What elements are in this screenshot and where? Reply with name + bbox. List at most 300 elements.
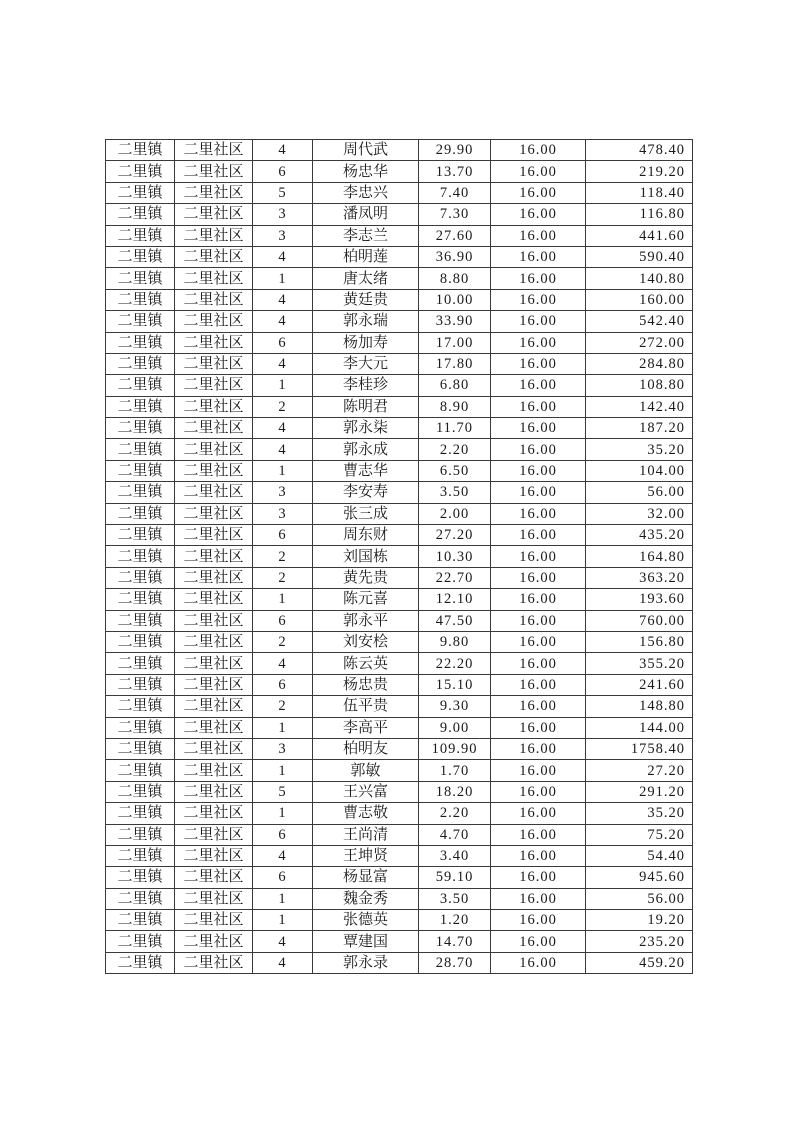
cell-rate: 16.00 xyxy=(491,888,586,909)
table-row xyxy=(106,631,693,652)
cell-community: 二里社区 xyxy=(175,631,253,652)
cell-rate: 16.00 xyxy=(491,289,586,310)
cell-count: 4 xyxy=(253,439,313,460)
table-row xyxy=(106,610,693,631)
cell-rate: 16.00 xyxy=(491,332,586,353)
table-row xyxy=(106,845,693,866)
table-row xyxy=(106,781,693,802)
cell-total: 1758.40 xyxy=(586,738,693,759)
cell-town: 二里镇 xyxy=(106,631,175,652)
cell-name: 杨加寿 xyxy=(313,332,419,353)
cell-total: 291.20 xyxy=(586,781,693,802)
cell-community: 二里社区 xyxy=(175,717,253,738)
cell-total: 193.60 xyxy=(586,589,693,610)
cell-total: 104.00 xyxy=(586,460,693,481)
cell-count: 3 xyxy=(253,503,313,524)
cell-name: 李桂珍 xyxy=(313,375,419,396)
cell-count: 4 xyxy=(253,353,313,374)
cell-town: 二里镇 xyxy=(106,546,175,567)
cell-count: 1 xyxy=(253,717,313,738)
cell-value: 17.00 xyxy=(419,332,491,353)
cell-count: 4 xyxy=(253,289,313,310)
cell-name: 伍平贵 xyxy=(313,696,419,717)
cell-community: 二里社区 xyxy=(175,738,253,759)
cell-town: 二里镇 xyxy=(106,674,175,695)
cell-name: 张三成 xyxy=(313,503,419,524)
cell-rate: 16.00 xyxy=(491,503,586,524)
cell-town: 二里镇 xyxy=(106,396,175,417)
cell-value: 6.80 xyxy=(419,375,491,396)
cell-town: 二里镇 xyxy=(106,952,175,973)
cell-value: 7.30 xyxy=(419,204,491,225)
cell-town: 二里镇 xyxy=(106,760,175,781)
cell-name: 陈明君 xyxy=(313,396,419,417)
cell-community: 二里社区 xyxy=(175,931,253,952)
cell-count: 4 xyxy=(253,653,313,674)
cell-value: 15.10 xyxy=(419,674,491,695)
cell-rate: 16.00 xyxy=(491,140,586,161)
cell-count: 1 xyxy=(253,910,313,931)
cell-value: 27.20 xyxy=(419,525,491,546)
cell-total: 187.20 xyxy=(586,418,693,439)
cell-town: 二里镇 xyxy=(106,845,175,866)
cell-value: 1.20 xyxy=(419,910,491,931)
cell-rate: 16.00 xyxy=(491,546,586,567)
table-row xyxy=(106,717,693,738)
table-row xyxy=(106,824,693,845)
cell-rate: 16.00 xyxy=(491,717,586,738)
cell-community: 二里社区 xyxy=(175,589,253,610)
cell-rate: 16.00 xyxy=(491,396,586,417)
cell-name: 李大元 xyxy=(313,353,419,374)
cell-name: 刘国栋 xyxy=(313,546,419,567)
cell-community: 二里社区 xyxy=(175,396,253,417)
cell-town: 二里镇 xyxy=(106,503,175,524)
cell-total: 54.40 xyxy=(586,845,693,866)
cell-value: 11.70 xyxy=(419,418,491,439)
cell-community: 二里社区 xyxy=(175,696,253,717)
cell-value: 28.70 xyxy=(419,952,491,973)
cell-town: 二里镇 xyxy=(106,717,175,738)
cell-rate: 16.00 xyxy=(491,225,586,246)
cell-total: 241.60 xyxy=(586,674,693,695)
cell-total: 56.00 xyxy=(586,888,693,909)
table-row xyxy=(106,888,693,909)
cell-name: 郭敏 xyxy=(313,760,419,781)
cell-value: 109.90 xyxy=(419,738,491,759)
cell-rate: 16.00 xyxy=(491,696,586,717)
table-body xyxy=(106,140,693,974)
cell-town: 二里镇 xyxy=(106,161,175,182)
cell-community: 二里社区 xyxy=(175,375,253,396)
cell-total: 459.20 xyxy=(586,952,693,973)
cell-community: 二里社区 xyxy=(175,268,253,289)
cell-name: 郭永平 xyxy=(313,610,419,631)
cell-town: 二里镇 xyxy=(106,910,175,931)
cell-rate: 16.00 xyxy=(491,375,586,396)
cell-rate: 16.00 xyxy=(491,482,586,503)
cell-count: 2 xyxy=(253,546,313,567)
cell-count: 1 xyxy=(253,460,313,481)
cell-name: 王尚清 xyxy=(313,824,419,845)
cell-community: 二里社区 xyxy=(175,140,253,161)
cell-rate: 16.00 xyxy=(491,610,586,631)
cell-value: 27.60 xyxy=(419,225,491,246)
cell-name: 魏金秀 xyxy=(313,888,419,909)
cell-community: 二里社区 xyxy=(175,803,253,824)
cell-town: 二里镇 xyxy=(106,268,175,289)
cell-total: 35.20 xyxy=(586,803,693,824)
cell-total: 140.80 xyxy=(586,268,693,289)
cell-community: 二里社区 xyxy=(175,567,253,588)
cell-name: 郭永瑞 xyxy=(313,311,419,332)
cell-total: 945.60 xyxy=(586,867,693,888)
cell-value: 4.70 xyxy=(419,824,491,845)
cell-count: 6 xyxy=(253,824,313,845)
cell-count: 2 xyxy=(253,396,313,417)
table-row xyxy=(106,204,693,225)
cell-value: 2.20 xyxy=(419,439,491,460)
cell-total: 32.00 xyxy=(586,503,693,524)
cell-community: 二里社区 xyxy=(175,482,253,503)
cell-count: 1 xyxy=(253,589,313,610)
cell-name: 周东财 xyxy=(313,525,419,546)
table-row xyxy=(106,460,693,481)
cell-name: 曹志敬 xyxy=(313,803,419,824)
cell-count: 5 xyxy=(253,182,313,203)
cell-value: 22.70 xyxy=(419,567,491,588)
cell-name: 李忠兴 xyxy=(313,182,419,203)
cell-value: 29.90 xyxy=(419,140,491,161)
cell-total: 142.40 xyxy=(586,396,693,417)
cell-name: 陈云英 xyxy=(313,653,419,674)
cell-rate: 16.00 xyxy=(491,760,586,781)
cell-count: 3 xyxy=(253,204,313,225)
cell-town: 二里镇 xyxy=(106,246,175,267)
cell-rate: 16.00 xyxy=(491,567,586,588)
cell-name: 刘安桧 xyxy=(313,631,419,652)
table-row xyxy=(106,225,693,246)
cell-count: 1 xyxy=(253,375,313,396)
cell-name: 覃建国 xyxy=(313,931,419,952)
cell-count: 1 xyxy=(253,888,313,909)
cell-community: 二里社区 xyxy=(175,546,253,567)
cell-rate: 16.00 xyxy=(491,182,586,203)
cell-name: 张德英 xyxy=(313,910,419,931)
cell-count: 3 xyxy=(253,225,313,246)
cell-rate: 16.00 xyxy=(491,460,586,481)
cell-count: 3 xyxy=(253,482,313,503)
cell-town: 二里镇 xyxy=(106,610,175,631)
cell-community: 二里社区 xyxy=(175,653,253,674)
table-row xyxy=(106,140,693,161)
cell-value: 18.20 xyxy=(419,781,491,802)
table-row xyxy=(106,396,693,417)
cell-rate: 16.00 xyxy=(491,353,586,374)
cell-value: 7.40 xyxy=(419,182,491,203)
subsidy-table xyxy=(105,139,693,974)
table-row xyxy=(106,418,693,439)
cell-name: 郭永成 xyxy=(313,439,419,460)
cell-value: 3.40 xyxy=(419,845,491,866)
cell-community: 二里社区 xyxy=(175,503,253,524)
cell-total: 148.80 xyxy=(586,696,693,717)
cell-value: 8.80 xyxy=(419,268,491,289)
cell-name: 杨显富 xyxy=(313,867,419,888)
cell-community: 二里社区 xyxy=(175,182,253,203)
cell-name: 李高平 xyxy=(313,717,419,738)
cell-rate: 16.00 xyxy=(491,439,586,460)
table-row xyxy=(106,503,693,524)
cell-rate: 16.00 xyxy=(491,418,586,439)
cell-count: 4 xyxy=(253,952,313,973)
table-row xyxy=(106,353,693,374)
cell-rate: 16.00 xyxy=(491,246,586,267)
cell-name: 柏明莲 xyxy=(313,246,419,267)
cell-community: 二里社区 xyxy=(175,525,253,546)
table-row xyxy=(106,567,693,588)
cell-rate: 16.00 xyxy=(491,204,586,225)
cell-total: 355.20 xyxy=(586,653,693,674)
cell-community: 二里社区 xyxy=(175,760,253,781)
cell-rate: 16.00 xyxy=(491,803,586,824)
cell-town: 二里镇 xyxy=(106,525,175,546)
table-row xyxy=(106,311,693,332)
table-row xyxy=(106,867,693,888)
cell-town: 二里镇 xyxy=(106,204,175,225)
cell-town: 二里镇 xyxy=(106,460,175,481)
cell-community: 二里社区 xyxy=(175,332,253,353)
cell-total: 144.00 xyxy=(586,717,693,738)
table-row xyxy=(106,525,693,546)
cell-town: 二里镇 xyxy=(106,867,175,888)
cell-value: 22.20 xyxy=(419,653,491,674)
table-row xyxy=(106,803,693,824)
table-row xyxy=(106,375,693,396)
cell-community: 二里社区 xyxy=(175,674,253,695)
table-row xyxy=(106,910,693,931)
table-row xyxy=(106,653,693,674)
cell-total: 235.20 xyxy=(586,931,693,952)
cell-community: 二里社区 xyxy=(175,161,253,182)
cell-total: 75.20 xyxy=(586,824,693,845)
cell-count: 4 xyxy=(253,931,313,952)
cell-value: 3.50 xyxy=(419,888,491,909)
cell-community: 二里社区 xyxy=(175,824,253,845)
cell-community: 二里社区 xyxy=(175,460,253,481)
cell-town: 二里镇 xyxy=(106,696,175,717)
cell-total: 272.00 xyxy=(586,332,693,353)
table-row xyxy=(106,738,693,759)
table-row xyxy=(106,589,693,610)
cell-town: 二里镇 xyxy=(106,225,175,246)
cell-count: 4 xyxy=(253,246,313,267)
cell-total: 760.00 xyxy=(586,610,693,631)
cell-town: 二里镇 xyxy=(106,781,175,802)
cell-total: 108.80 xyxy=(586,375,693,396)
table-row xyxy=(106,931,693,952)
cell-community: 二里社区 xyxy=(175,418,253,439)
cell-count: 6 xyxy=(253,161,313,182)
cell-name: 黄廷贵 xyxy=(313,289,419,310)
cell-name: 曹志华 xyxy=(313,460,419,481)
cell-town: 二里镇 xyxy=(106,589,175,610)
cell-value: 6.50 xyxy=(419,460,491,481)
table-row xyxy=(106,439,693,460)
cell-rate: 16.00 xyxy=(491,525,586,546)
table-row xyxy=(106,546,693,567)
cell-name: 周代武 xyxy=(313,140,419,161)
cell-count: 1 xyxy=(253,268,313,289)
cell-rate: 16.00 xyxy=(491,674,586,695)
table-row xyxy=(106,482,693,503)
cell-town: 二里镇 xyxy=(106,418,175,439)
cell-total: 164.80 xyxy=(586,546,693,567)
cell-name: 郭永柒 xyxy=(313,418,419,439)
cell-rate: 16.00 xyxy=(491,653,586,674)
cell-town: 二里镇 xyxy=(106,803,175,824)
cell-count: 5 xyxy=(253,781,313,802)
cell-total: 27.20 xyxy=(586,760,693,781)
cell-community: 二里社区 xyxy=(175,867,253,888)
cell-value: 36.90 xyxy=(419,246,491,267)
cell-total: 156.80 xyxy=(586,631,693,652)
cell-community: 二里社区 xyxy=(175,246,253,267)
cell-value: 12.10 xyxy=(419,589,491,610)
cell-value: 9.00 xyxy=(419,717,491,738)
cell-town: 二里镇 xyxy=(106,353,175,374)
cell-community: 二里社区 xyxy=(175,888,253,909)
cell-count: 1 xyxy=(253,803,313,824)
cell-name: 李志兰 xyxy=(313,225,419,246)
cell-value: 47.50 xyxy=(419,610,491,631)
table-row xyxy=(106,674,693,695)
cell-rate: 16.00 xyxy=(491,631,586,652)
cell-total: 435.20 xyxy=(586,525,693,546)
cell-name: 杨忠华 xyxy=(313,161,419,182)
cell-total: 219.20 xyxy=(586,161,693,182)
cell-name: 杨忠贵 xyxy=(313,674,419,695)
cell-count: 6 xyxy=(253,610,313,631)
cell-town: 二里镇 xyxy=(106,482,175,503)
cell-total: 363.20 xyxy=(586,567,693,588)
table-row xyxy=(106,289,693,310)
cell-town: 二里镇 xyxy=(106,824,175,845)
cell-name: 李安寿 xyxy=(313,482,419,503)
cell-community: 二里社区 xyxy=(175,204,253,225)
cell-value: 17.80 xyxy=(419,353,491,374)
cell-total: 19.20 xyxy=(586,910,693,931)
cell-name: 柏明友 xyxy=(313,738,419,759)
cell-value: 1.70 xyxy=(419,760,491,781)
cell-total: 590.40 xyxy=(586,246,693,267)
cell-town: 二里镇 xyxy=(106,332,175,353)
cell-town: 二里镇 xyxy=(106,653,175,674)
cell-rate: 16.00 xyxy=(491,845,586,866)
cell-rate: 16.00 xyxy=(491,161,586,182)
cell-community: 二里社区 xyxy=(175,439,253,460)
cell-community: 二里社区 xyxy=(175,311,253,332)
cell-community: 二里社区 xyxy=(175,952,253,973)
cell-name: 黄先贵 xyxy=(313,567,419,588)
cell-value: 59.10 xyxy=(419,867,491,888)
cell-total: 478.40 xyxy=(586,140,693,161)
table-row xyxy=(106,952,693,973)
cell-name: 陈元喜 xyxy=(313,589,419,610)
cell-count: 4 xyxy=(253,311,313,332)
table-row xyxy=(106,332,693,353)
cell-total: 35.20 xyxy=(586,439,693,460)
cell-rate: 16.00 xyxy=(491,952,586,973)
cell-rate: 16.00 xyxy=(491,311,586,332)
cell-rate: 16.00 xyxy=(491,781,586,802)
cell-rate: 16.00 xyxy=(491,268,586,289)
cell-value: 2.00 xyxy=(419,503,491,524)
cell-town: 二里镇 xyxy=(106,311,175,332)
cell-rate: 16.00 xyxy=(491,867,586,888)
cell-community: 二里社区 xyxy=(175,910,253,931)
cell-count: 4 xyxy=(253,845,313,866)
cell-count: 4 xyxy=(253,418,313,439)
cell-value: 33.90 xyxy=(419,311,491,332)
cell-community: 二里社区 xyxy=(175,225,253,246)
cell-value: 13.70 xyxy=(419,161,491,182)
cell-value: 10.30 xyxy=(419,546,491,567)
cell-count: 2 xyxy=(253,696,313,717)
cell-value: 2.20 xyxy=(419,803,491,824)
cell-community: 二里社区 xyxy=(175,353,253,374)
cell-rate: 16.00 xyxy=(491,931,586,952)
cell-rate: 16.00 xyxy=(491,824,586,845)
cell-count: 2 xyxy=(253,567,313,588)
cell-total: 441.60 xyxy=(586,225,693,246)
cell-count: 6 xyxy=(253,867,313,888)
cell-rate: 16.00 xyxy=(491,589,586,610)
cell-town: 二里镇 xyxy=(106,289,175,310)
cell-value: 3.50 xyxy=(419,482,491,503)
cell-rate: 16.00 xyxy=(491,738,586,759)
cell-value: 9.80 xyxy=(419,631,491,652)
cell-value: 9.30 xyxy=(419,696,491,717)
cell-name: 王兴富 xyxy=(313,781,419,802)
cell-town: 二里镇 xyxy=(106,140,175,161)
cell-value: 14.70 xyxy=(419,931,491,952)
cell-name: 郭永录 xyxy=(313,952,419,973)
table-row xyxy=(106,268,693,289)
cell-community: 二里社区 xyxy=(175,610,253,631)
cell-town: 二里镇 xyxy=(106,182,175,203)
cell-total: 160.00 xyxy=(586,289,693,310)
cell-town: 二里镇 xyxy=(106,931,175,952)
cell-count: 1 xyxy=(253,760,313,781)
cell-town: 二里镇 xyxy=(106,439,175,460)
table-row xyxy=(106,161,693,182)
cell-count: 2 xyxy=(253,631,313,652)
cell-count: 6 xyxy=(253,332,313,353)
table-row xyxy=(106,246,693,267)
cell-count: 4 xyxy=(253,140,313,161)
cell-total: 118.40 xyxy=(586,182,693,203)
cell-town: 二里镇 xyxy=(106,738,175,759)
cell-name: 王坤贤 xyxy=(313,845,419,866)
cell-value: 10.00 xyxy=(419,289,491,310)
cell-town: 二里镇 xyxy=(106,375,175,396)
cell-count: 6 xyxy=(253,525,313,546)
table-row xyxy=(106,182,693,203)
table-row xyxy=(106,696,693,717)
cell-total: 116.80 xyxy=(586,204,693,225)
cell-name: 潘凤明 xyxy=(313,204,419,225)
